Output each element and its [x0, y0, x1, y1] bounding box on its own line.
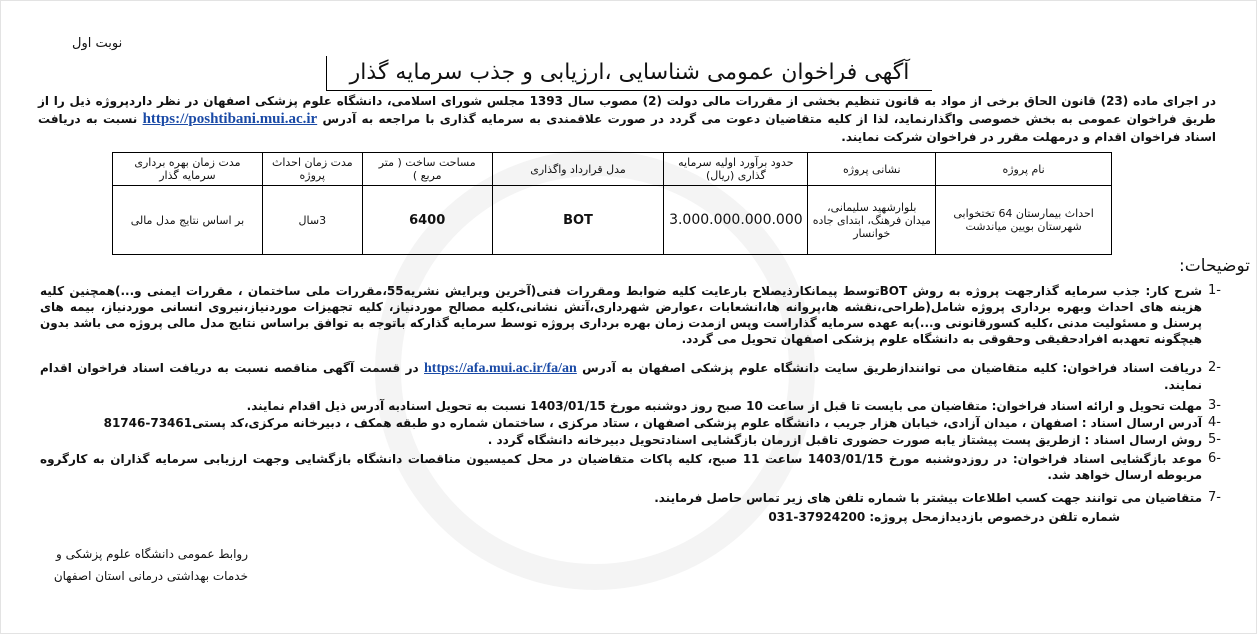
header-project-address: نشانی پروژه	[808, 153, 936, 186]
note-number: 4-	[1208, 415, 1221, 430]
note-text-after: در قسمت آگهی مناقصه نسبت به دریافت اسناد فراخوان اقدام نمایند.	[40, 361, 1202, 392]
note-link[interactable]: https://afa.mui.ac.ir/fa/an	[424, 361, 577, 376]
note-item-7	[40, 490, 1221, 506]
note-item-5	[40, 432, 1221, 448]
header-contract-model: مدل قرارداد واگذاری	[492, 153, 664, 186]
note-text: موعد بازگشایی اسناد فراخوان: در روزدوشنبه مورخ 1403/01/15 ساعت 11 صبح، کلیه پاکات متقاضیان در محل کمیسیون مناقصات دانشگاه بازگشایی وجهت ارزیابی سرمایه گذاران به کارگروه مربوطه ارسال خواهد شد.	[40, 452, 1203, 482]
intro-text-after: نسبت به دریافت اسناد فراخوان اقدام و درمهلت مقرر در فراخوان شرکت نمایند.	[38, 112, 1216, 144]
intro-paragraph	[38, 92, 1216, 146]
note-number: 6-	[1208, 451, 1221, 466]
header-project-name: نام پروژه	[936, 153, 1112, 186]
cell-operation-time: بر اساس نتایج مدل مالی	[113, 186, 263, 255]
note-text: متقاضیان می توانند جهت کسب اطلاعات بیشتر با شماره تلفن های زیر تماس حاصل فرمایند.	[654, 491, 1202, 505]
page-title: آگهی فراخوان عمومی شناسایی ،ارزیابی و جذب سرمایه گذار	[326, 56, 932, 91]
cell-project-address: بلوارشهید سلیمانی، میدان فرهنگ، ابتدای جاده خوانسار	[808, 186, 936, 255]
note-number: 5-	[1208, 432, 1221, 447]
footer-line-2: خدمات بهداشتی درمانی استان اصفهان	[53, 569, 248, 583]
phone-number: شماره تلفن درخصوص بازدیدازمحل پروژه: 37924200-031	[768, 510, 1120, 524]
header-build-time: مدت زمان احداث پروژه	[262, 153, 362, 186]
note-number: 7-	[1208, 490, 1221, 505]
table-row	[113, 186, 1112, 255]
note-item-1	[40, 283, 1221, 347]
note-number: 1-	[1208, 283, 1221, 298]
cell-build-time: 3سال	[262, 186, 362, 255]
notes-heading: توضیحات:	[1179, 256, 1250, 276]
header-area: مساحت ساخت ( متر مربع )	[362, 153, 492, 186]
note-text: روش ارسال اسناد : ازطریق پست پیشتاز یابه صورت حضوری تاقبل ازرمان بازگشایی اسنادتحویل دبیرخانه دانشگاه گردد .	[487, 433, 1202, 447]
round-label: نوبت اول	[72, 36, 123, 51]
intro-text-before: در اجرای ماده (23) قانون الحاق برخی از مواد به قانون تنظیم بخشی از مقررات مالی دولت (2) مصوب سال 1393 مجلس شورای اسلامی، دانشگاه علوم پزشکی اصفهان در نظر داردپروژه ذیل را از طریق فراخوان عمومی به بخش خصوصی واگذارنماید، لذا از کلیه متقاضیان دعوت می گردد در صورت علاقمندی به سرمایه گذاری با مراجعه به آدرس	[38, 94, 1217, 126]
footer-line-1: روابط عمومی دانشگاه علوم پزشکی و	[56, 547, 248, 561]
note-number: 2-	[1208, 360, 1221, 375]
note-text: شرح کار: جذب سرمایه گذارجهت پروژه به روش BOTتوسط پیمانکارذیصلاح بارعایت کلیه ضوابط ومقررات فنی(آخرین ویرایش نشریه55،مقررات ملی ساختمان ، مقررات ایمنی و...)همچنین کلیه هزینه های احداث وبهره برداری پروژه شامل(طراحی،نقشه ها،پروانه ها،انشعابات ،عوارض شهرداری،آتش نشانی،کلیه مصالح موردنیاز، کلیه تجهیزات موردنیاز،نیروی انسانی موردنیاز، بیمه های پرسنل و مسئولیت مدنی ،کلیه کسورقانونی و...)به عهده سرمایه گذاراست وپس ازمدت زمان بهره برداری پروژه توسط سرمایه گذارکه باتوجه به توافق براساس نتایج مدل مالی پروژه می باشد بدون هیچگونه تعهدبه افرادحقیقی وحقوقی به دانشگاه علوم پزشکی اصفهان تحویل می گردد.	[40, 284, 1202, 346]
note-item-3	[40, 398, 1221, 414]
header-operation-time: مدت زمان بهره برداری سرمایه گذار	[113, 153, 263, 186]
note-text-before: دریافت اسناد فراخوان: کلیه متقاضیان می توانندازطریق سایت دانشگاه علوم پزشکی اصفهان به آدرس	[582, 361, 1203, 375]
footer-signature	[38, 543, 248, 587]
note-item-6	[40, 451, 1221, 483]
cell-contract-model: BOT	[492, 186, 664, 255]
note-text: آدرس ارسال اسناد : اصفهان ، میدان آزادی، خیابان هزار جریب ، دانشگاه علوم پزشکی اصفهان ، ستاد مرکزی ، ساختمان شماره دو طبقه همکف ، دبیرخانه مرکزی،کد پستی73461-81746	[103, 416, 1202, 430]
note-number: 3-	[1208, 398, 1221, 413]
cell-project-name: احداث بیمارستان 64 تختخوابی شهرستان بویین میاندشت	[936, 186, 1112, 255]
cell-area: 6400	[362, 186, 492, 255]
note-item-2	[40, 360, 1221, 393]
intro-link[interactable]: https://poshtibani.mui.ac.ir	[142, 111, 318, 127]
header-investment: حدود برآورد اولیه سرمایه گذاری (ریال)	[664, 153, 808, 186]
note-item-4	[40, 415, 1221, 431]
projects-table	[112, 152, 1112, 255]
note-text: مهلت تحویل و ارائه اسناد فراخوان: متقاضیان می بایست تا قبل از ساعت 10 صبح روز دوشنبه مورخ 1403/01/15 نسبت به تحویل اسنادبه آدرس ذیل اقدام نمایند.	[246, 399, 1202, 413]
cell-investment: 3.000.000.000.000	[664, 186, 808, 255]
table-header-row	[113, 153, 1112, 186]
